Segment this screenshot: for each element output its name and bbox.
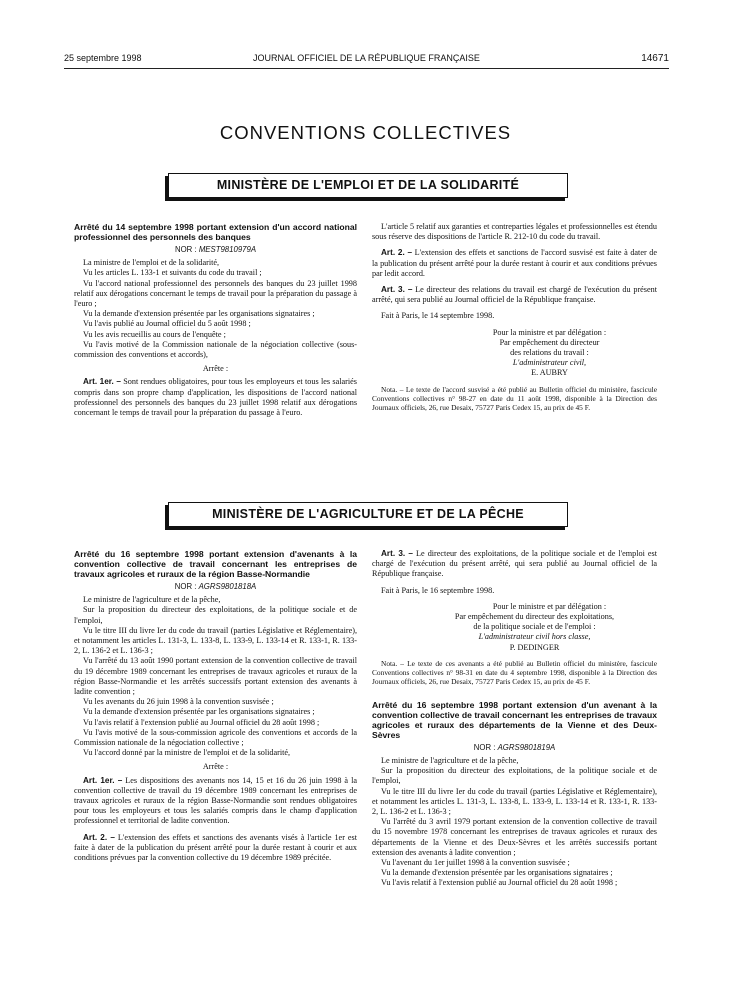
signature-line: Par empêchement du directeur des exploitations, — [454, 612, 615, 622]
nota-note: Nota. – Le texte de l'accord susvisé a été publié au Bulletin officiel du ministère, fascicule Conventions collectives n° 98-27 en date du 11 août 1998, disponible à la Direction des Journaux officiels, 26, rue Desaix, 75727 Paris Cedex 15, au prix de 45 F. — [372, 384, 657, 412]
paragraph: Vu la demande d'extension présentée par les organisations signataires ; — [83, 707, 315, 717]
paragraph: Vu l'avis motivé de la sous-commission agricole des conventions et accords de la Commission nationale de la négociation collective ; — [74, 727, 357, 748]
paragraph: La ministre de l'emploi et de la solidarité, — [83, 258, 220, 268]
paragraph: Le ministre de l'agriculture et de la pêche, — [381, 756, 519, 766]
arrete-label: Arrête : — [202, 364, 229, 374]
paragraph: Vu le titre III du livre Ier du code du travail (parties Législative et Réglementaire), et notamment les articles L. 131-3, L. 133-8, L. 133-9, L. 133-14 et R. 133-1, R. 133-2, L. 136-2 et L. 136-3 ; — [372, 786, 657, 817]
article-3: Art. 3. – Le directeur des relations du travail est chargé de l'exécution du présent arrêté, qui sera publié au Journal officiel de la République française. — [372, 285, 657, 305]
nor-reference: NOR : MEST9810979A — [174, 245, 257, 254]
signature-place-date: Fait à Paris, le 14 septembre 1998. — [381, 311, 495, 321]
signature-title: L'administrateur civil, — [512, 358, 587, 368]
arrete-label: Arrête : — [202, 762, 229, 772]
signatory-name: P. DEDINGER — [509, 642, 560, 652]
signature-line: Pour la ministre et par délégation : — [492, 327, 607, 337]
paragraph: Vu le titre III du livre Ier du code du travail (parties Législative et Réglementaire), et notamment les articles L. 131-3, L. 133-8, L. 133-9, L. 133-14 et R. 133-1, R. 133-2, L. 136-2 et L. 136-3 ; — [74, 625, 357, 656]
signature-title: L'administrateur civil hors classe, — [478, 632, 591, 642]
paragraph: Vu l'avis motivé de la Commission nationale de la négociation collective (sous-commission des conventions et accords), — [74, 339, 357, 360]
signature-place-date: Fait à Paris, le 16 septembre 1998. — [381, 585, 495, 595]
header-date: 25 septembre 1998 — [64, 53, 142, 63]
section2-right-column — [372, 549, 657, 889]
nor-reference: NOR : AGRS9801819A — [473, 742, 556, 752]
signature-line: Par empêchement du directeur — [499, 337, 600, 347]
article-2: Art. 2. – L'extension des effets et sanctions des avenants visés à l'article 1er est faite à dater de la publication du présent arrêté pour la durée restant à courir et aux conditions prévues par la convention collective du 19 décembre 1989 précitée. — [74, 832, 357, 863]
signature-line: Pour le ministre et par délégation : — [492, 601, 607, 611]
ministry-heading-agriculture: MINISTÈRE DE L'AGRICULTURE ET DE LA PÊCHE — [168, 502, 568, 527]
paragraph: Vu l'accord national professionnel des personnels des banques du 23 juillet 1998 relatif aux dérogations concernant le temps de travail pour la préparation du passage à l'euro ; — [74, 278, 357, 309]
header-journal-title: JOURNAL OFFICIEL DE LA RÉPUBLIQUE FRANÇAISE — [253, 53, 480, 63]
paragraph: Vu les avis recueillis au cours de l'enquête ; — [83, 329, 226, 339]
paragraph: Sur la proposition du directeur des exploitations, de la politique sociale et de l'emploi, — [372, 766, 657, 786]
paragraph: Vu les avenants du 26 juin 1998 à la convention susvisée ; — [83, 697, 274, 707]
article-2: Art. 2. – L'extension des effets et sanctions de l'accord susvisé est faite à dater de la publication du présent arrêté pour la durée restant à courir et aux conditions prévues par ledit accord. — [372, 248, 657, 278]
section1-right-column — [372, 222, 657, 412]
paragraph: Vu l'avenant du 1er juillet 1998 à la convention susvisée ; — [381, 858, 570, 868]
page-title: CONVENTIONS COLLECTIVES — [219, 122, 512, 143]
decree-title: Arrêté du 16 septembre 1998 portant extension d'avenants à la convention collective de travail concernant les entreprises de travaux agricoles et ruraux de la région Basse-Normandie — [74, 549, 357, 579]
paragraph: Vu la demande d'extension présentée par les organisations signataires ; — [381, 868, 613, 878]
article-3: Art. 3. – Le directeur des exploitations, de la politique sociale et de l'emploi est chargé de l'exécution du présent arrêté, qui sera publié au Journal officiel de la République française. — [372, 549, 657, 579]
paragraph: L'article 5 relatif aux garanties et contreparties légales et professionnelles est étendu sous réserve des dispositions de l'article R. 212-10 du code du travail. — [372, 222, 657, 242]
nor-reference: NOR : AGRS9801818A — [174, 582, 257, 591]
paragraph: Vu l'avis publié au Journal officiel du 5 août 1998 ; — [83, 319, 251, 329]
paragraph: Vu les articles L. 133-1 et suivants du code du travail ; — [83, 268, 262, 278]
decree-title: Arrêté du 14 septembre 1998 portant extension d'un accord national professionnel des personnels des banques — [74, 222, 357, 242]
paragraph: Vu l'arrêté du 13 août 1990 portant extension de la convention collective de travail du 19 décembre 1989 concernant les entreprises de travaux agricoles et ruraux de la région Basse-Normandie et les arrêtés successifs portant extension des avenants à ladite convention ; — [74, 656, 357, 697]
section1-left-column — [74, 222, 357, 418]
signatory-name: E. AUBRY — [531, 368, 568, 378]
running-header — [64, 53, 669, 67]
paragraph: Vu la demande d'extension présentée par les organisations signataires ; — [83, 309, 315, 319]
header-page-number: 14671 — [641, 53, 669, 64]
paragraph: Vu l'accord donné par la ministre de l'emploi et de la solidarité, — [83, 748, 291, 758]
ministry-heading-emploi: MINISTÈRE DE L'EMPLOI ET DE LA SOLIDARITÉ — [168, 173, 568, 198]
header-rule — [64, 68, 669, 69]
decree-title: Arrêté du 16 septembre 1998 portant extension d'un avenant à la convention collective de travail concernant les entreprises de travaux agricoles et ruraux des départements de la Vienne et des Deux-Sèvres — [372, 699, 657, 740]
article-1: Art. 1er. – Sont rendues obligatoires, pour tous les employeurs et tous les salariés compris dans son propre champ d'application, les dispositions de l'accord national professionnel des personnels des banques du 23 juillet 1998 relatif aux dérogations concernant le temps de travail pour la préparation du passage à l'euro. — [74, 377, 357, 418]
section2-left-column — [74, 549, 357, 863]
signature-line: de la politique sociale et de l'emploi : — [473, 622, 596, 632]
paragraph: Vu l'arrêté du 3 avril 1979 portant extension de la convention collective de travail du 15 novembre 1978 concernant les entreprises de travaux agricoles et ruraux des départements de la Vienne et des Deux-Sèvres et les arrêtés successifs portant extension des avenants à ladite convention ; — [372, 817, 657, 857]
paragraph: Le ministre de l'agriculture et de la pêche, — [83, 595, 221, 605]
paragraph: Vu l'avis relatif à l'extension publié au Journal officiel du 28 août 1998 ; — [381, 878, 618, 888]
paragraph: Vu l'avis relatif à l'extension publié au Journal officiel du 28 août 1998 ; — [83, 717, 320, 727]
signature-line: des relations du travail : — [510, 348, 589, 358]
nota-note: Nota. – Le texte de ces avenants a été publié au Bulletin officiel du ministère, fascicule Conventions collectives n° 98-31 en date du 4 septembre 1998, disponible à la Direction des Journaux officiels, 26, rue Desaix, 75727 Paris Cedex 15, au prix de 45 F. — [372, 658, 657, 686]
article-1: Art. 1er. – Les dispositions des avenants nos 14, 15 et 16 du 26 juin 1998 à la convention collective de travail du 19 décembre 1989 concernant les entreprises de travaux agricoles et ruraux de la région Basse-Normandie sont rendues obligatoires pour tous les employeurs et tous les salariés compris dans le champ d'application professionnel et territorial de ladite convention. — [74, 775, 357, 826]
paragraph: Sur la proposition du directeur des exploitations, de la politique sociale et de l'emploi, — [74, 605, 357, 625]
